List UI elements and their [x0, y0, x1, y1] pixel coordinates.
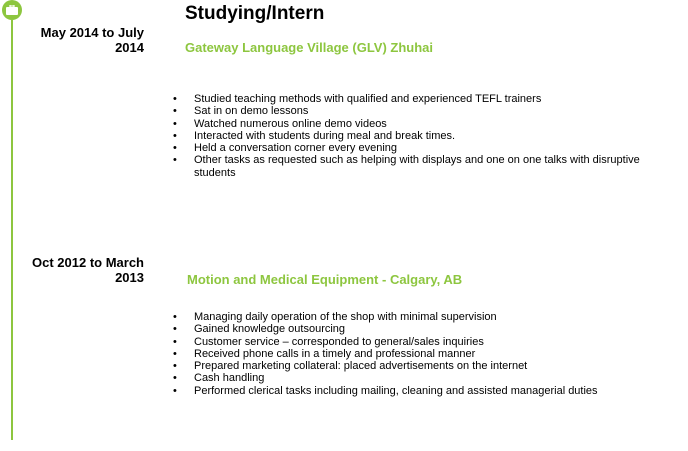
entry-date: May 2014 to July 2014	[40, 25, 144, 55]
list-item: • Customer service – corresponded to general/sales inquiries	[173, 336, 643, 348]
section-title: Studying/Intern	[185, 3, 325, 24]
list-item: • Sat in on demo lessons	[173, 105, 643, 117]
list-item: • Prepared marketing collateral: placed advertisements on the internet	[173, 360, 643, 372]
list-item: • Managing daily operation of the shop with minimal supervision	[173, 311, 643, 323]
list-item: • Interacted with students during meal and break times.	[173, 130, 643, 142]
list-item: • Held a conversation corner every evening	[173, 142, 643, 154]
duties-list	[173, 311, 643, 397]
list-item: • Other tasks as requested such as helping with displays and one on one talks with disruptive students	[173, 154, 643, 179]
list-item: • Cash handling	[173, 372, 643, 384]
list-item: • Received phone calls in a timely and professional manner	[173, 348, 643, 360]
company-name: Motion and Medical Equipment - Calgary, AB	[187, 272, 463, 287]
list-item: • Studied teaching methods with qualified and experienced TEFL trainers	[173, 93, 643, 105]
list-item: • Gained knowledge outsourcing	[173, 323, 643, 335]
entry-date: Oct 2012 to March 2013	[32, 255, 144, 285]
list-item: • Performed clerical tasks including mailing, cleaning and assisted managerial duties	[173, 385, 643, 397]
duties-list	[173, 93, 643, 179]
list-item: • Watched numerous online demo videos	[173, 118, 643, 130]
company-name: Gateway Language Village (GLV) Zhuhai	[185, 40, 434, 55]
briefcase-icon	[2, 0, 22, 20]
timeline-line	[11, 20, 13, 440]
